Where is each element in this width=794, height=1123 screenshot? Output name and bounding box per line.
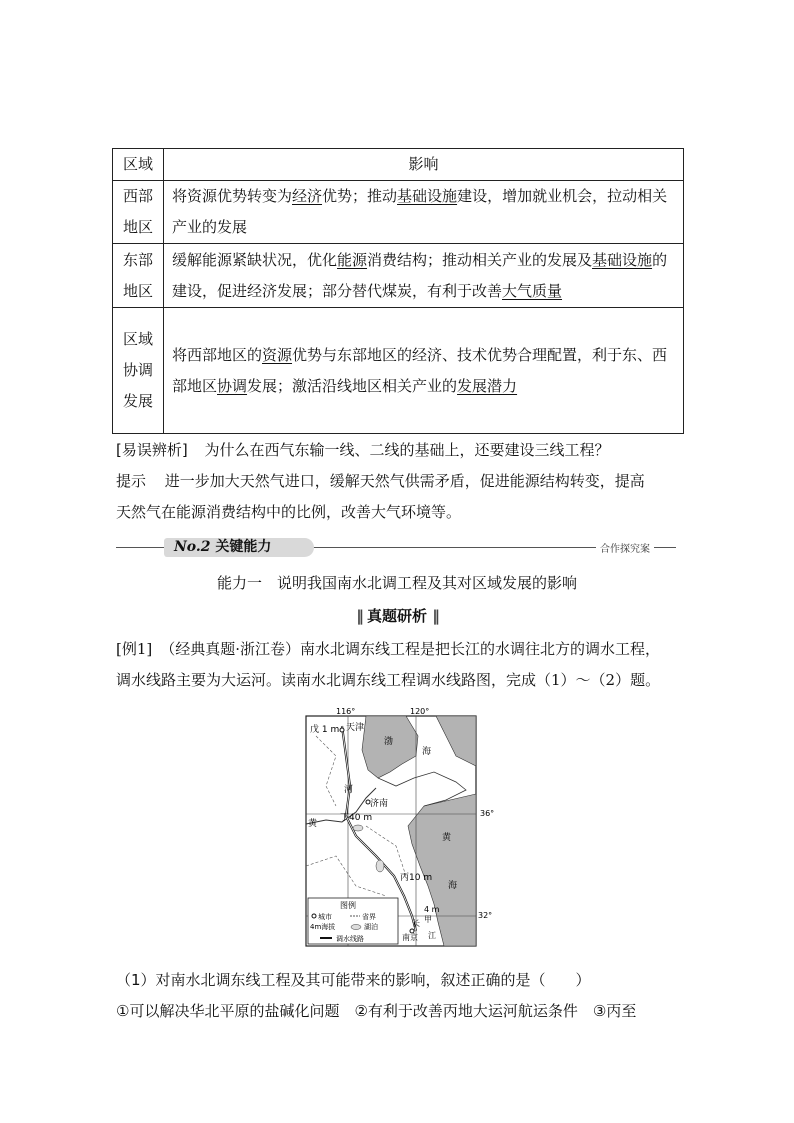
legend-lake: 湖泊 (364, 923, 378, 931)
impact-text: 将西部地区的 (172, 345, 263, 364)
map-label-chang: 长 (412, 919, 420, 928)
error-analysis (116, 435, 610, 466)
impact-text: 优势；推动 (322, 187, 398, 205)
row-region-coordination: 区域协调发展 (113, 308, 164, 434)
map-lat-32: 32° (478, 911, 493, 920)
impact-text: 消费结构；推动相关产业的发展及 (367, 250, 593, 269)
hint-line2: 天然气在能源消费结构中的比例，改善大气环境等。 (116, 503, 462, 521)
map-lon-116: 116° (336, 707, 356, 716)
map-label-bo: 渤 (384, 737, 394, 747)
map-label-huang: 黄 (308, 819, 318, 829)
row-impact-coordination (164, 308, 684, 434)
map-label-jiang: 江 (428, 931, 436, 940)
row-region-west: 西部地区 (113, 181, 164, 244)
section-bar (116, 538, 678, 558)
underlined-term: 经济 (292, 187, 323, 205)
section-title: 关键能力 (215, 539, 272, 555)
map-lat-36: 36° (480, 809, 495, 818)
map-label-ding: 丁40 m (340, 813, 373, 823)
table-header-region: 区域 (113, 149, 164, 181)
underlined-term: 发展潜力 (457, 376, 518, 395)
table-header-impact: 影响 (164, 149, 684, 181)
section-pill (164, 538, 314, 557)
map-label-huang-sea1: 黄 (442, 833, 452, 843)
example-line2: 调水线路主要为大运河。读南水北调东线工程调水线路图，完成（1）～（2）题。 (116, 671, 661, 689)
underlined-term: 基础设施 (592, 250, 653, 269)
example (116, 634, 686, 696)
research-title: ‖ 真题研析 ‖ (356, 607, 438, 625)
map-label-bing: 丙10 m (400, 873, 433, 883)
legend-route: 调水线路 (336, 935, 364, 943)
row-impact-west (164, 181, 684, 244)
question-1-options: ①可以解决华北平原的盐碱化问题 ②有利于改善丙地大运河航运条件 ③丙至 (116, 1002, 637, 1020)
underlined-term: 大气质量 (502, 281, 563, 300)
question-1: （1）对南水北调东线工程及其可能带来的影响，叙述正确的是（ ） (116, 971, 591, 989)
map-label-jinan: 济南 (370, 799, 389, 809)
example-line1: （经典真题·浙江卷）南水北调东线工程是把长江的水调往北方的调水工程， (160, 640, 661, 658)
legend-alt: 4m海拔 (310, 923, 336, 931)
map-label-nanjing: 南京 (402, 933, 418, 942)
impact-text: 发展；激活沿线地区相关产业的 (247, 376, 458, 395)
hint-line1: 进一步加大天然气进口，缓解天然气供需矛盾，促进能源结构转变，提高 (164, 472, 645, 490)
map-label-tianjin: 天津 (346, 723, 365, 733)
map-label-jia-m: 4 m (424, 905, 440, 914)
impact-table (112, 148, 684, 434)
map-label-wu: 戊 1 m (310, 725, 340, 735)
underlined-term: 基础设施 (397, 187, 458, 205)
legend-city: 城市 (318, 913, 332, 921)
section-no: No.2 (174, 539, 211, 555)
legend-title: 图例 (340, 901, 356, 910)
underlined-term: 协调 (217, 376, 248, 395)
map-label-hai1: 海 (422, 747, 432, 757)
impact-text: 建设，增加就业机会，拉动相关产业的发展 (172, 187, 668, 236)
map-label-jia: 甲 (424, 915, 432, 924)
error-analysis-question: 为什么在西气东输一线、二线的基础上，还要建设三线工程？ (204, 441, 610, 459)
research-title-text: 真题研析 (366, 607, 427, 625)
underlined-term: 能源 (337, 250, 368, 269)
impact-text: 缓解能源紧缺状况，优化 (172, 250, 338, 269)
row-region-east: 东部地区 (113, 244, 164, 308)
section-tag: 合作探究案 (596, 540, 654, 555)
underlined-term: 资源 (262, 345, 293, 364)
example-label: [例1] (116, 640, 153, 658)
error-analysis-label: [易误辨析] (116, 441, 188, 459)
ability-title: 能力一 说明我国南水北调工程及其对区域发展的影响 (216, 574, 577, 592)
hint (116, 466, 686, 528)
map-lon-120: 120° (410, 707, 430, 716)
map-label-he: 河 (344, 785, 354, 795)
hint-label: 提示 (116, 472, 147, 490)
water-diversion-map (306, 707, 495, 946)
row-impact-east (164, 244, 684, 308)
impact-text: 优势与东部地区的经济、技术优势合理配置，利于东、西部地区 (172, 345, 668, 395)
impact-text: 将资源优势转变为 (172, 187, 293, 205)
legend-boundary: 省界 (362, 913, 376, 921)
map-label-huang-sea2: 海 (448, 881, 458, 891)
impact-text: 的建设，促进经济发展；部分替代煤炭，有利于改善 (172, 250, 668, 300)
